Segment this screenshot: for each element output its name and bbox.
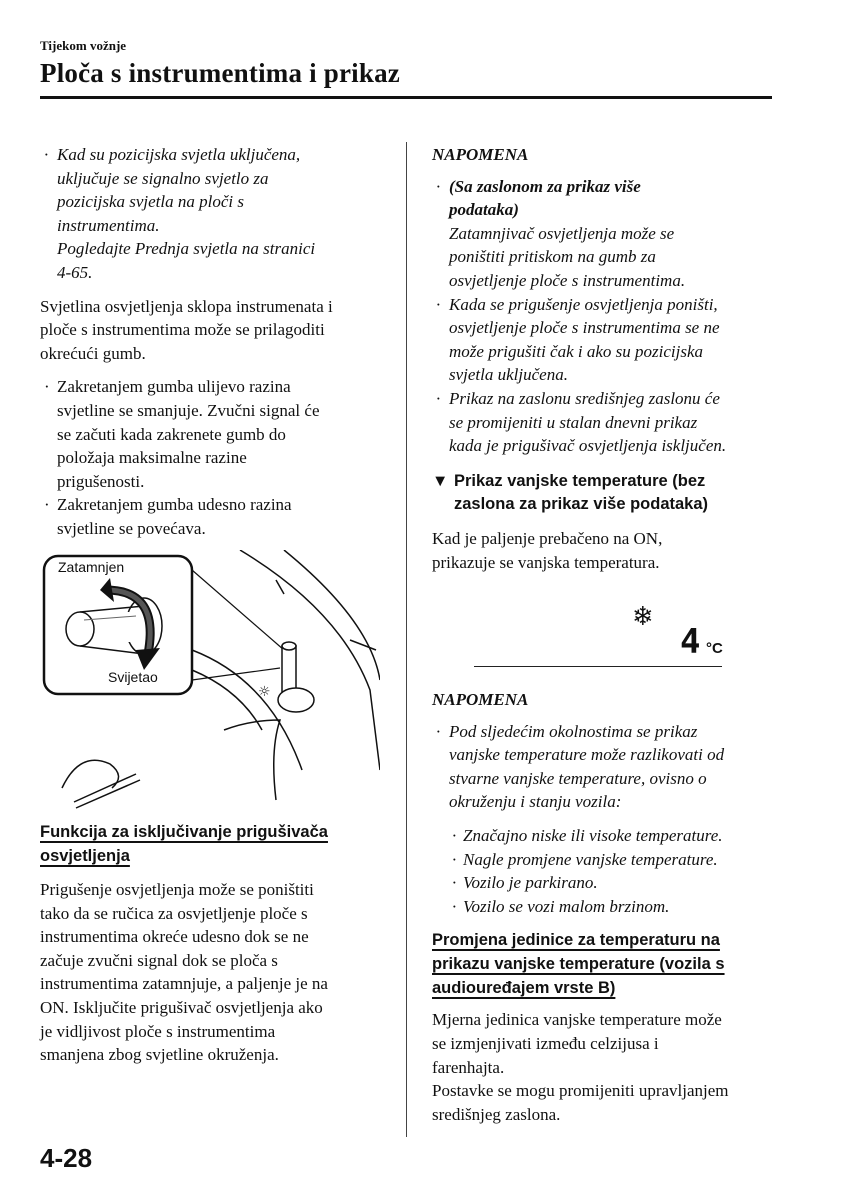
knob-right-bullet bbox=[40, 493, 390, 540]
text-line: svjetline se povećava. bbox=[57, 518, 206, 538]
illumination-icon: ☼ bbox=[258, 684, 271, 700]
text-line: · Pod sljedećim okolnostima se prikaz bbox=[449, 721, 698, 741]
text-line: · Prikaz na zaslonu središnjeg zaslonu će bbox=[449, 388, 720, 408]
text-line: · (Sa zaslonom za prikaz više bbox=[449, 176, 641, 196]
text-line: Pogledajte Prednja svjetla na stranici bbox=[57, 239, 316, 259]
text-line: Zatamnjivač osvjetljenja može se bbox=[449, 223, 675, 243]
left-column bbox=[40, 143, 390, 541]
text-line: se izmjenjivati između celzijusa i bbox=[432, 1033, 659, 1053]
display-baseline bbox=[474, 666, 722, 667]
page-title: Ploča s instrumentima i prikaz bbox=[40, 58, 400, 88]
note1-bullet-3 bbox=[432, 387, 777, 458]
text-line: osvjetljenje ploče s instrumentima se ne bbox=[449, 318, 720, 338]
note-heading: NAPOMENA bbox=[432, 145, 529, 164]
text-line: · Zakretanjem gumba udesno razina bbox=[57, 495, 292, 515]
dimmer-cancel-paragraph bbox=[40, 878, 390, 1067]
text-line: Mjerna jedinica vanjske temperature može bbox=[432, 1010, 722, 1030]
text-line: uključuje se signalno svjetlo za bbox=[57, 168, 269, 188]
subhead-line: prikazu vanjske temperature (vozila s bbox=[432, 955, 725, 974]
subhead-line: Promjena jedinice za temperaturu na bbox=[432, 931, 720, 950]
text-line: ON. Isključite prigušivač osvjetljenja ako bbox=[40, 997, 323, 1017]
text-line: Prigušenje osvjetljenja može se poništiti bbox=[40, 880, 314, 899]
dimmer-knob-illustration bbox=[40, 550, 380, 810]
callout-line bbox=[192, 570, 284, 650]
column-divider bbox=[406, 142, 407, 1137]
triangle-down-icon: ▼ bbox=[432, 471, 449, 490]
text-line: instrumentima zatamnjuje, a paljenje je na bbox=[40, 974, 328, 994]
text-line: tako da se ručica za osvjetljenje ploče s bbox=[40, 903, 308, 923]
label-dim: Zatamnjen bbox=[58, 559, 125, 575]
text-line: · Zakretanjem gumba ulijevo razina bbox=[57, 377, 291, 397]
list-item: · Nagle promjene vanjske temperature. bbox=[432, 848, 777, 872]
text-line: · Kad su pozicijska svjetla uključena, bbox=[57, 145, 301, 164]
temperature-unit: °C bbox=[706, 640, 723, 657]
text-line: Kad je paljenje prebačeno na ON, bbox=[432, 528, 663, 548]
title-rule bbox=[40, 96, 772, 99]
text-line: Prikaz vanjske temperature (bez bbox=[454, 471, 706, 490]
right-column-lower bbox=[432, 688, 777, 1126]
text-line: se začuti kada zakrenete gumb do bbox=[57, 424, 286, 444]
note1-bullet-1 bbox=[432, 175, 777, 293]
text-line: Postavke se mogu promijeniti upravljanjem bbox=[432, 1081, 729, 1101]
brightness-paragraph bbox=[40, 295, 390, 366]
text-line: začuje zvučni signal dok se ploča s bbox=[40, 950, 278, 970]
text-line: se promijeniti u stalan dnevni prikaz bbox=[449, 412, 698, 432]
text-line: Svjetlina osvjetljenja sklopa instrumenata i bbox=[40, 296, 333, 316]
text-line: pozicijska svjetla na ploči s bbox=[57, 192, 244, 212]
snowflake-icon: ❄ bbox=[632, 602, 654, 632]
text-line: · Kada se prigušenje osvjetljenja poništi, bbox=[449, 294, 718, 314]
temperature-value: 4 bbox=[680, 622, 699, 662]
knob-left-bullet bbox=[40, 375, 390, 493]
text-line: instrumentima. bbox=[57, 215, 160, 235]
panel-knob bbox=[258, 642, 314, 712]
note-heading: NAPOMENA bbox=[432, 690, 529, 709]
text-line: okrećući gumb. bbox=[40, 343, 146, 363]
text-line: instrumentima okreće udesno dok se ne bbox=[40, 927, 309, 947]
text-line: središnjeg zaslona. bbox=[432, 1104, 561, 1124]
temperature-heading bbox=[432, 470, 777, 517]
text-line: 4-65. bbox=[57, 262, 93, 282]
unit-change-paragraph bbox=[432, 1008, 777, 1126]
text-line: može prigušiti čak i ako su pozicijska bbox=[449, 341, 704, 361]
text-line: smanjena zbog svjetline okruženja. bbox=[40, 1045, 279, 1065]
text-line: svjetla uključena. bbox=[449, 365, 568, 385]
page-number: 4-28 bbox=[40, 1143, 93, 1173]
hand-icon bbox=[62, 760, 140, 808]
text-line: farenhajta. bbox=[432, 1057, 505, 1077]
text-line: položaja maksimalne razine bbox=[57, 448, 247, 468]
text-line: vanjske temperature može razlikovati od bbox=[449, 745, 725, 765]
intro-bullet bbox=[40, 143, 390, 285]
text-line: osvjetljenje ploče s instrumentima. bbox=[449, 270, 686, 290]
unit-change-subhead bbox=[432, 928, 777, 1000]
list-item: · Vozilo je parkirano. bbox=[432, 871, 777, 895]
subhead-line: Funkcija za isključivanje prigušivača bbox=[40, 823, 328, 841]
text-line: zaslona za prikaz više podataka) bbox=[454, 495, 709, 514]
text-line: prigušenosti. bbox=[57, 471, 145, 491]
note2-bullet bbox=[432, 720, 777, 814]
label-bright: Svijetao bbox=[108, 669, 158, 685]
left-column-lower bbox=[40, 820, 390, 1067]
subhead-line: audiouređajem vrste B) bbox=[432, 979, 616, 998]
text-line: prikazuje se vanjska temperatura. bbox=[432, 552, 660, 572]
dimmer-cancel-subhead bbox=[40, 820, 390, 868]
text-line: kada je prigušivač osvjetljenja isključen. bbox=[449, 436, 727, 456]
text-line: podataka) bbox=[449, 200, 519, 220]
text-line: okruženju i stanju vozila: bbox=[449, 792, 622, 812]
text-line: je vidljivost ploče s instrumentima bbox=[40, 1021, 276, 1041]
right-column bbox=[432, 143, 777, 574]
note1-bullet-2 bbox=[432, 293, 777, 387]
list-item: · Vozilo se vozi malom brzinom. bbox=[432, 895, 777, 919]
note2-sublist bbox=[432, 824, 777, 918]
text-line: ploče s instrumentima može se prilagoditi bbox=[40, 320, 325, 340]
list-item: · Značajno niske ili visoke temperature. bbox=[432, 824, 777, 848]
temperature-display bbox=[474, 600, 724, 672]
temperature-paragraph bbox=[432, 527, 777, 574]
text-line: svjetline se smanjuje. Zvučni signal će bbox=[57, 400, 320, 420]
subhead-line: osvjetljenja bbox=[40, 847, 130, 865]
text-line: stvarne vanjske temperature, ovisno o bbox=[449, 768, 707, 788]
section-label: Tijekom vožnje bbox=[40, 38, 127, 53]
text-line: poništiti pritiskom na gumb za bbox=[449, 247, 656, 267]
